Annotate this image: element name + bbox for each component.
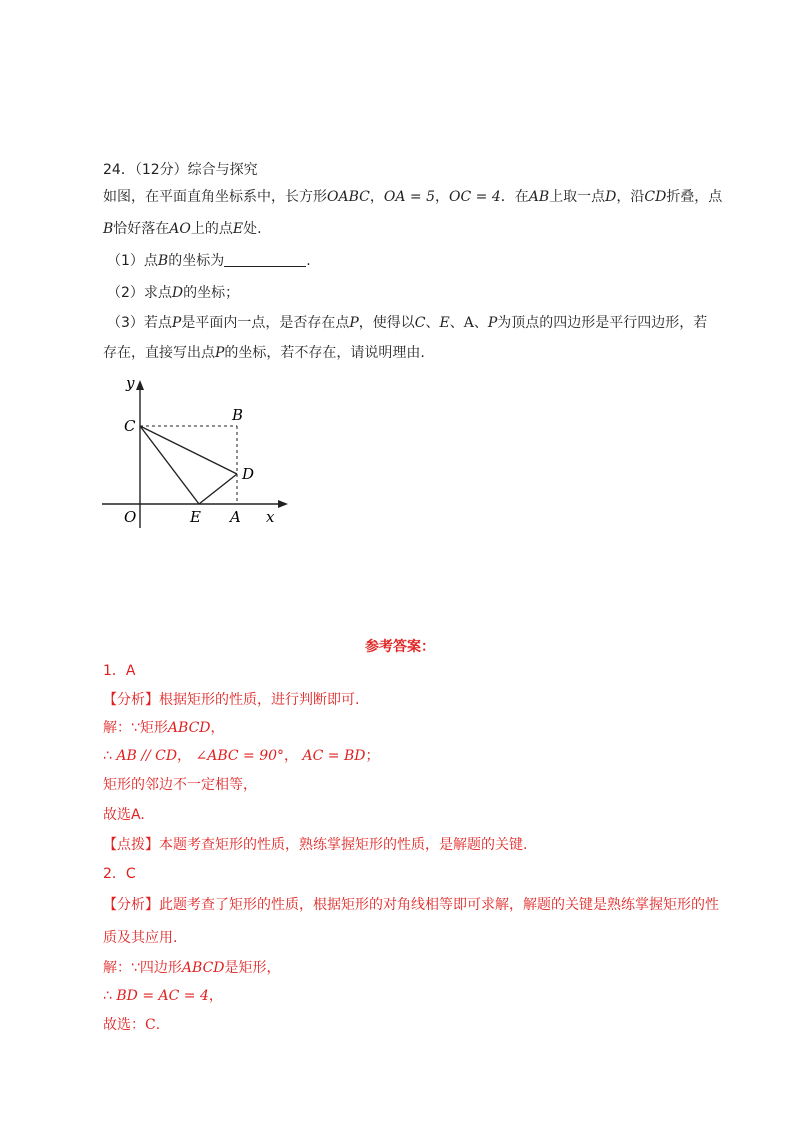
analysis-text: 【分析】根据矩形的性质，进行判断即可.	[103, 692, 360, 708]
solution-text: ，	[208, 988, 223, 1004]
choose-text: 故选：	[103, 1017, 145, 1033]
geometry-figure	[96, 376, 296, 536]
solution-text: 矩形的邻边不一定相等，	[103, 777, 257, 793]
math-c: C	[414, 315, 426, 331]
math-p: P	[487, 315, 498, 331]
intro-text: 上取一点	[549, 189, 606, 205]
choose-option: C	[145, 1017, 156, 1033]
label-o: O	[124, 508, 137, 526]
part-text: 的坐标，若不存在，请说明理由.	[224, 345, 425, 361]
sep: 、	[449, 315, 464, 331]
part-text: 为顶点的四边形是平行四边形，若	[497, 315, 708, 331]
answers-title	[0, 636, 800, 656]
answer-2-solution	[103, 958, 281, 978]
part-text: ，使得以	[358, 315, 415, 331]
analysis-text: 【分析】此题考查了矩形的性质，根据矩形的对角线相等即可求解，解题的关键是熟练掌握矩形的性	[103, 897, 719, 913]
label-y: y	[126, 376, 135, 392]
solution-text: ；	[365, 748, 380, 764]
question-header	[103, 160, 258, 180]
tip-text: 【点拨】本题考查矩形的性质，熟练掌握矩形的性质，是解题的关键.	[103, 837, 528, 853]
part-1	[107, 251, 311, 271]
part-text: .	[306, 253, 311, 269]
math-parallel: AB // CD	[116, 748, 178, 764]
math-b: B	[103, 221, 114, 237]
answer-1-number	[103, 661, 135, 681]
sep: 、	[425, 315, 440, 331]
math-b: B	[157, 253, 169, 269]
label-x: x	[266, 508, 275, 526]
answer-2-analysis-1	[103, 895, 719, 915]
answer-number: 1．A	[103, 663, 136, 679]
math-cd: CD	[644, 189, 667, 205]
answer-1-analysis	[103, 690, 359, 710]
math-rect: ABCD	[167, 720, 211, 736]
question-intro-line1	[103, 187, 722, 207]
solution-text: 解：∵四边形	[103, 960, 182, 976]
intro-text: 如图，在平面直角坐标系中，长方形	[103, 189, 327, 205]
sep: ，	[435, 189, 449, 205]
therefore-symbol: ∴	[103, 748, 112, 764]
part-text: 是平面内一点，是否存在点	[181, 315, 350, 331]
intro-text: 上的点	[190, 221, 233, 237]
answer-1-tip	[103, 835, 527, 855]
intro-text: ．在	[500, 189, 529, 205]
analysis-text: 质及其应用.	[103, 930, 178, 946]
part-3-line1	[107, 313, 707, 333]
math-rect: ABCD	[181, 960, 225, 976]
intro-text: ，沿	[616, 189, 645, 205]
answer-1-therefore: ∴ AB // CD， ∠ABC = 90°， AC = BD；	[103, 748, 380, 764]
answer-blank[interactable]	[224, 252, 306, 267]
math-rect: OABC	[327, 189, 370, 205]
answers-title-text: 参考答案：	[365, 639, 435, 655]
part-text: （1）点	[107, 253, 158, 269]
solution-text: 是矩形，	[224, 960, 281, 976]
math-p: P	[215, 345, 225, 361]
solution-text: 解：∵矩形	[103, 720, 168, 736]
math-e: E	[439, 315, 450, 331]
choose-text: .	[155, 1017, 161, 1033]
answer-2-therefore	[103, 986, 223, 1006]
part-text: （3）若点	[107, 315, 172, 331]
answer-1-solution	[103, 718, 225, 738]
math-d: D	[605, 189, 617, 205]
answer-number: 2．C	[103, 866, 136, 882]
question-intro-line2	[103, 219, 262, 239]
segment-ce	[140, 426, 199, 504]
question-header-text: 24．（12分）综合与探究	[103, 162, 258, 178]
choose-text: 故选A.	[103, 807, 145, 823]
math-oc: OC = 4	[449, 189, 501, 205]
answer-1-choose	[103, 805, 145, 825]
sep: 、	[473, 315, 488, 331]
answer-2-analysis-2	[103, 928, 177, 948]
segment-cd	[140, 426, 237, 474]
answer-2-choose	[103, 1015, 160, 1035]
part-2	[107, 283, 239, 303]
therefore-symbol: ∴	[103, 988, 112, 1004]
answer-1-line4	[103, 775, 257, 795]
intro-text: 处.	[243, 221, 262, 237]
part-text: 存在，直接写出点	[103, 345, 215, 361]
math-angle: ∠ABC = 90°	[195, 748, 285, 764]
label-c: C	[124, 417, 136, 435]
label-d: D	[242, 465, 255, 483]
part-text: 的坐标；	[183, 285, 240, 301]
segment-ed	[199, 474, 237, 504]
math-e: E	[232, 221, 244, 237]
part-3-line2	[103, 343, 425, 363]
math-ab: AB	[528, 189, 550, 205]
part-text: （2）求点	[107, 285, 172, 301]
x-axis-arrow	[278, 500, 288, 508]
solution-text: ，	[210, 720, 225, 736]
label-e: E	[190, 508, 201, 526]
math-ao: AO	[169, 221, 191, 237]
label-b: B	[232, 406, 244, 424]
math-p: P	[349, 315, 359, 331]
math-equal: BD = AC = 4	[116, 988, 209, 1004]
y-axis-arrow	[136, 380, 144, 390]
sep: ，	[369, 189, 384, 205]
math-d: D	[171, 285, 184, 301]
intro-text: 折叠，点	[666, 189, 723, 205]
intro-text: 恰好落在	[113, 221, 170, 237]
math-equal: AC = BD	[302, 748, 366, 764]
math-p: P	[171, 315, 182, 331]
math-oa: OA = 5	[383, 189, 435, 205]
math-a: A	[463, 315, 474, 331]
answer-2-number	[103, 864, 136, 884]
label-a: A	[230, 508, 241, 526]
part-text: 的坐标为	[168, 253, 225, 269]
